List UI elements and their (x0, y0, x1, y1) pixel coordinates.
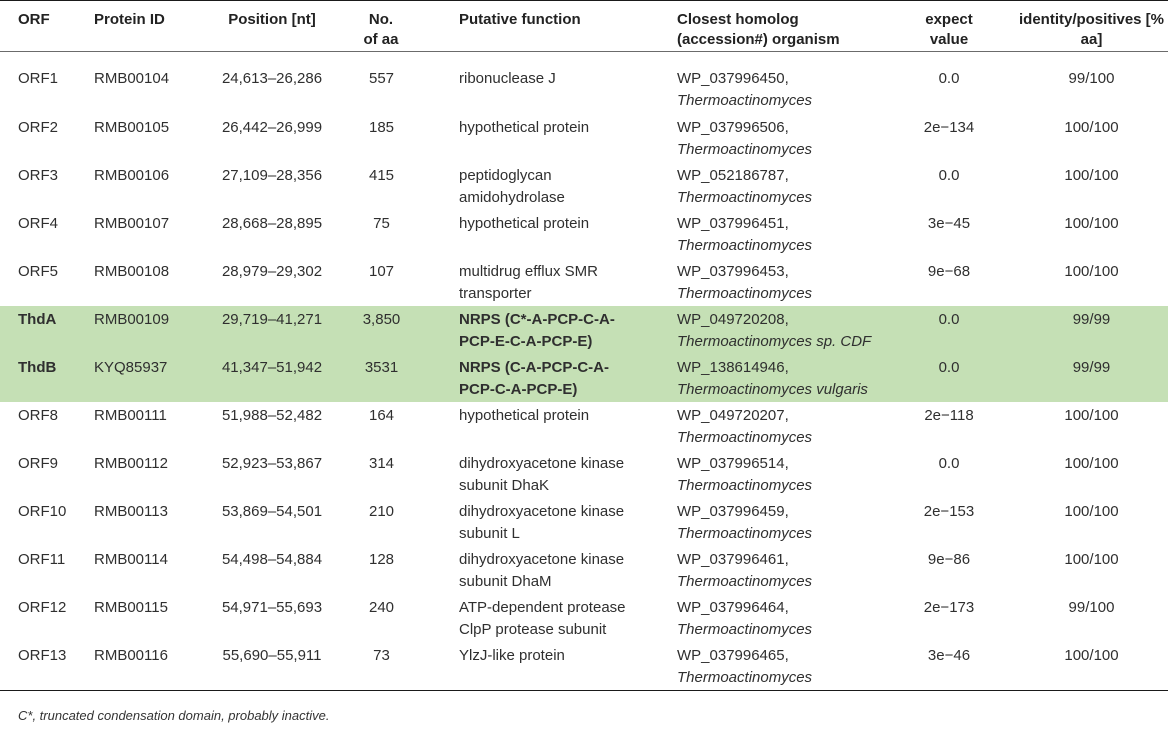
table-row (0, 546, 1168, 594)
table-row (0, 642, 1168, 691)
cell-homolog (645, 402, 883, 450)
cell-function: hypothetical protein (459, 214, 590, 232)
cell-function: dihydroxyacetone kinase subunit DhaK (459, 454, 625, 494)
table-row (0, 162, 1168, 210)
cell-function: multidrug efflux SMR transporter (459, 262, 598, 302)
homolog-organism: Thermoactinomyces vulgaris (677, 380, 868, 398)
homolog-organism: Thermoactinomyces (677, 620, 813, 638)
header-identity: identity/positives [% aa] (1018, 11, 1165, 48)
homolog-organism: Thermoactinomyces (677, 140, 813, 158)
header-expect: expect value (925, 11, 973, 48)
cell-orf: ORF13 (18, 646, 67, 664)
header-orf: ORF (18, 11, 50, 28)
homolog-organism: Thermoactinomyces (677, 284, 813, 302)
cell-expect: 0.0 (938, 70, 960, 87)
cell-identity: 99/100 (1068, 598, 1115, 616)
cell-function: hypothetical protein (459, 406, 590, 424)
homolog-organism: Thermoactinomyces (677, 572, 813, 590)
cell-orf: ORF5 (18, 262, 59, 280)
cell-protein-id: RMB00112 (94, 454, 168, 472)
cell-orf: ThdB (0, 354, 80, 402)
homolog-organism: Thermoactinomyces (677, 92, 813, 109)
homolog-accession: WP_037996465, (677, 646, 789, 664)
homolog-accession: WP_037996451, (677, 214, 789, 232)
homolog-accession: WP_037996514, (677, 454, 789, 472)
cell-homolog (645, 594, 883, 642)
cell-orf: ORF10 (18, 502, 67, 520)
cell-homolog (645, 162, 883, 210)
homolog-accession: WP_052186787, (677, 166, 789, 184)
table-row (0, 258, 1168, 306)
cell-homolog (645, 498, 883, 546)
cell-position: 28,979–29,302 (221, 262, 323, 280)
cell-expect: 2e−153 (923, 502, 975, 520)
cell-no-aa: 3,850 (337, 306, 425, 354)
homolog-organism: Thermoactinomyces (677, 476, 813, 494)
cell-expect: 0.0 (883, 306, 1015, 354)
homolog-accession: WP_037996506, (677, 118, 789, 136)
cell-identity: 100/100 (1064, 406, 1119, 424)
table-row (0, 114, 1168, 162)
cell-identity: 100/100 (1064, 550, 1119, 568)
header-protein-id: Protein ID (94, 11, 165, 28)
cell-position: 53,869–54,501 (221, 502, 323, 520)
cell-position: 27,109–28,356 (221, 166, 323, 184)
footnote: C*, truncated condensation domain, probably inactive. (18, 708, 330, 723)
cell-no-aa: 185 (368, 118, 395, 136)
cell-orf: ORF12 (18, 598, 67, 616)
cell-protein-id: RMB00109 (80, 306, 207, 354)
cell-orf: ThdA (0, 306, 80, 354)
header-homolog: Closest homolog (accession#) organism (677, 11, 840, 48)
cell-identity: 99/99 (1015, 354, 1168, 402)
cell-position: 24,613–26,286 (221, 70, 323, 87)
cell-homolog (645, 52, 883, 114)
cell-expect: 3e−46 (927, 646, 971, 664)
cell-expect: 0.0 (883, 354, 1015, 402)
cell-function: YlzJ-like protein (459, 646, 565, 664)
cell-identity: 100/100 (1064, 262, 1119, 280)
cell-no-aa: 73 (373, 646, 390, 664)
cell-function: NRPS (C-A-PCP-C-A-PCP-C-A-PCP-E) (425, 354, 645, 402)
header-function: Putative function (459, 11, 581, 28)
cell-orf: ORF11 (18, 550, 66, 568)
homolog-organism: Thermoactinomyces (677, 524, 813, 542)
cell-orf: ORF4 (18, 214, 59, 232)
table-row (0, 402, 1168, 450)
cell-identity: 100/100 (1064, 166, 1119, 184)
homolog-organism: Thermoactinomyces (677, 668, 813, 686)
header-position: Position [nt] (228, 11, 316, 28)
homolog-accession: WP_138614946, (677, 358, 789, 376)
cell-expect: 2e−134 (923, 118, 975, 136)
cell-function: NRPS (C*-A-PCP-C-A-PCP-E-C-A-PCP-E) (425, 306, 645, 354)
cell-homolog (645, 306, 883, 354)
table-row (0, 210, 1168, 258)
cell-no-aa: 107 (368, 262, 395, 280)
cell-orf: ORF8 (18, 406, 59, 424)
cell-no-aa: 210 (368, 502, 395, 520)
cell-function: ribonuclease J (459, 70, 556, 87)
table-row (0, 306, 1168, 354)
table-row (0, 52, 1168, 114)
cell-function: dihydroxyacetone kinase subunit L (459, 502, 625, 542)
cell-no-aa: 75 (373, 214, 390, 232)
cell-identity: 100/100 (1064, 646, 1119, 664)
homolog-accession: WP_037996450, (677, 70, 789, 87)
cell-identity: 100/100 (1064, 454, 1119, 472)
cell-protein-id: RMB00104 (94, 70, 170, 87)
table-row (0, 450, 1168, 498)
homolog-accession: WP_049720208, (677, 310, 789, 328)
cell-identity: 100/100 (1064, 214, 1119, 232)
header-no-aa: No. of aa (363, 11, 399, 48)
cell-protein-id: RMB00111 (94, 406, 167, 424)
cell-no-aa: 128 (368, 550, 395, 568)
cell-expect: 9e−68 (927, 262, 971, 280)
cell-homolog (645, 210, 883, 258)
cell-protein-id: RMB00114 (94, 550, 168, 568)
cell-identity: 99/99 (1015, 306, 1168, 354)
homolog-accession: WP_037996461, (677, 550, 789, 568)
homolog-organism: Thermoactinomyces (677, 236, 813, 254)
cell-identity: 100/100 (1064, 502, 1119, 520)
header-row (0, 1, 1168, 52)
cell-expect: 9e−86 (927, 550, 971, 568)
cell-position: 55,690–55,911 (222, 646, 322, 664)
homolog-accession: WP_049720207, (677, 406, 789, 424)
cell-expect: 0.0 (938, 454, 960, 472)
cell-homolog (645, 642, 883, 691)
table-row (0, 354, 1168, 402)
cell-position: 26,442–26,999 (221, 118, 323, 136)
cell-orf: ORF2 (18, 118, 59, 136)
cell-expect: 2e−173 (923, 598, 975, 616)
cell-expect: 3e−45 (927, 214, 971, 232)
cell-homolog (645, 450, 883, 498)
cell-protein-id: RMB00113 (94, 502, 168, 520)
cell-expect: 2e−118 (924, 406, 974, 424)
homolog-organism: Thermoactinomyces (677, 428, 813, 446)
cell-function: hypothetical protein (459, 118, 590, 136)
cell-orf: ORF1 (18, 70, 59, 87)
cell-no-aa: 164 (368, 406, 395, 424)
cell-protein-id: RMB00107 (94, 214, 170, 232)
cell-identity: 99/100 (1068, 70, 1115, 87)
cell-protein-id: RMB00115 (94, 598, 168, 616)
cell-position: 54,971–55,693 (221, 598, 323, 616)
cell-no-aa: 557 (368, 70, 395, 87)
cell-position: 51,988–52,482 (221, 406, 323, 424)
cell-orf: ORF3 (18, 166, 59, 184)
cell-function: peptidoglycan amidohydrolase (459, 166, 565, 206)
homolog-accession: WP_037996459, (677, 502, 789, 520)
cell-protein-id: KYQ85937 (80, 354, 207, 402)
cell-no-aa: 314 (368, 454, 395, 472)
cell-protein-id: RMB00106 (94, 166, 170, 184)
homolog-organism: Thermoactinomyces sp. CDF (677, 332, 872, 350)
table-row (0, 594, 1168, 642)
cell-homolog (645, 354, 883, 402)
cell-homolog (645, 258, 883, 306)
homolog-accession: WP_037996453, (677, 262, 789, 280)
homolog-organism: Thermoactinomyces (677, 188, 813, 206)
cell-function: ATP-dependent protease ClpP protease subunit (459, 598, 626, 638)
cell-homolog (645, 114, 883, 162)
cell-protein-id: RMB00108 (94, 262, 170, 280)
cell-function: dihydroxyacetone kinase subunit DhaM (459, 550, 625, 590)
cell-position: 29,719–41,271 (207, 306, 337, 354)
cell-no-aa: 3531 (337, 354, 425, 402)
table-row (0, 498, 1168, 546)
cell-protein-id: RMB00105 (94, 118, 170, 136)
cell-position: 28,668–28,895 (221, 214, 323, 232)
cell-position: 41,347–51,942 (207, 354, 337, 402)
cell-identity: 100/100 (1064, 118, 1119, 136)
cell-no-aa: 240 (368, 598, 395, 616)
cell-position: 54,498–54,884 (221, 550, 323, 568)
cell-no-aa: 415 (368, 166, 395, 184)
cell-homolog (645, 546, 883, 594)
cell-position: 52,923–53,867 (221, 454, 323, 472)
cell-expect: 0.0 (938, 166, 960, 184)
cell-orf: ORF9 (18, 454, 59, 472)
cell-protein-id: RMB00116 (94, 646, 168, 664)
homolog-accession: WP_037996464, (677, 598, 789, 616)
